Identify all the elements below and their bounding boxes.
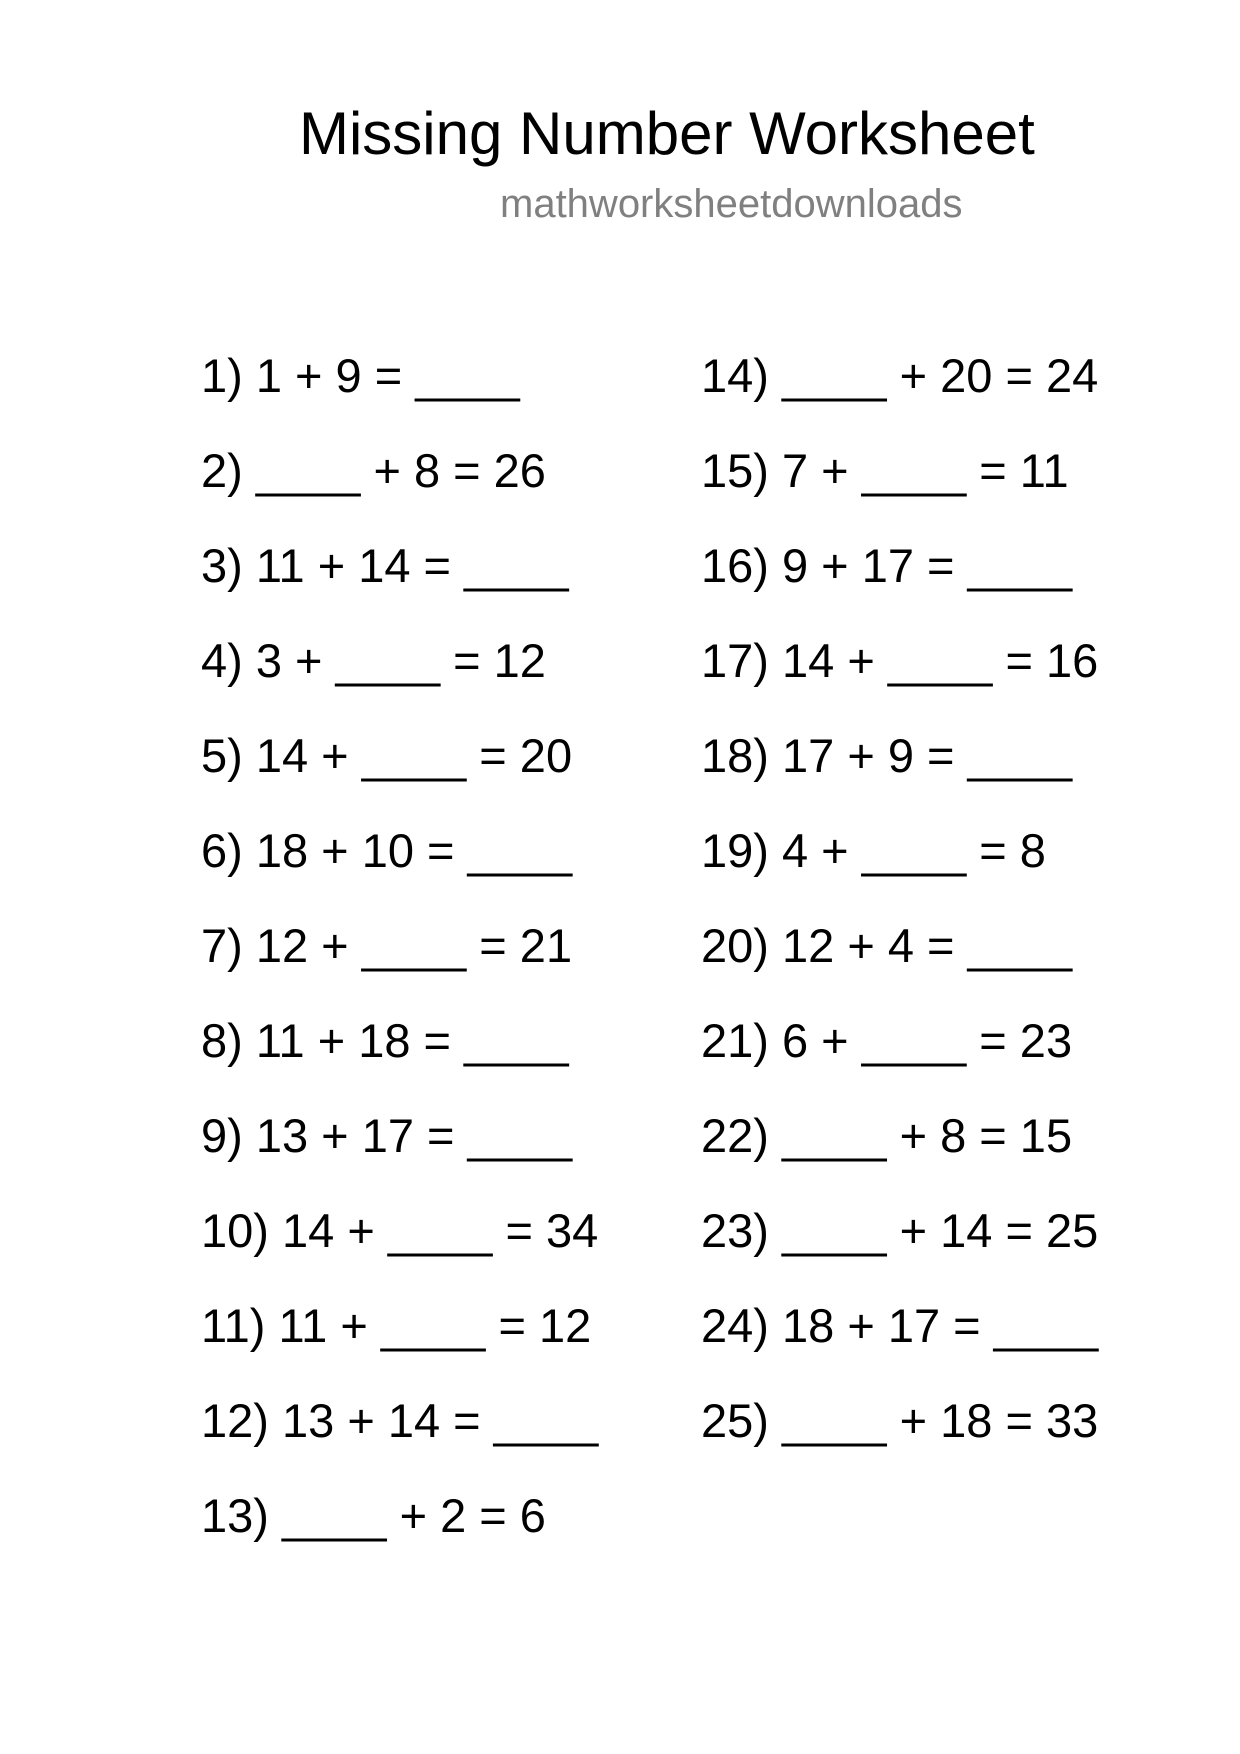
problem-14: 14) ____ + 20 = 24 [701,349,1099,402]
worksheet-title: Missing Number Worksheet [299,100,1035,167]
worksheet-source: mathworksheetdownloads [500,182,963,226]
problem-12: 12) 13 + 14 = ____ [201,1394,599,1447]
problem-23: 23) ____ + 14 = 25 [701,1204,1099,1257]
problem-2: 2) ____ + 8 = 26 [201,444,546,497]
problem-21: 21) 6 + ____ = 23 [701,1014,1073,1067]
problem-4: 4) 3 + ____ = 12 [201,634,546,687]
problem-13: 13) ____ + 2 = 6 [201,1489,546,1542]
problem-17: 17) 14 + ____ = 16 [701,634,1099,687]
problem-7: 7) 12 + ____ = 21 [201,919,573,972]
problem-5: 5) 14 + ____ = 20 [201,729,573,782]
problem-3: 3) 11 + 14 = ____ [201,539,569,592]
problem-9: 9) 13 + 17 = ____ [201,1109,573,1162]
problem-10: 10) 14 + ____ = 34 [201,1204,599,1257]
problem-1: 1) 1 + 9 = ____ [201,349,520,402]
problem-16: 16) 9 + 17 = ____ [701,539,1073,592]
problem-18: 18) 17 + 9 = ____ [701,729,1073,782]
problems-column-right [701,328,1098,1468]
problem-11: 11) 11 + ____ = 12 [201,1299,592,1352]
problem-19: 19) 4 + ____ = 8 [701,824,1046,877]
problem-15: 15) 7 + ____ = 11 [701,444,1069,497]
problem-24: 24) 18 + 17 = ____ [701,1299,1099,1352]
problem-6: 6) 18 + 10 = ____ [201,824,573,877]
problem-25: 25) ____ + 18 = 33 [701,1394,1099,1447]
problem-20: 20) 12 + 4 = ____ [701,919,1073,972]
problems-column-left [201,328,598,1563]
problem-8: 8) 11 + 18 = ____ [201,1014,569,1067]
problem-22: 22) ____ + 8 = 15 [701,1109,1073,1162]
